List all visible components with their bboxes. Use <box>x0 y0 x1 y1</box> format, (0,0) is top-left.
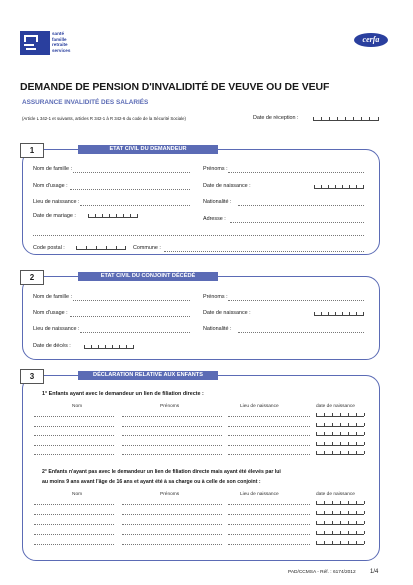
s3-t2-row-1-prenoms[interactable] <box>122 504 222 505</box>
s2-nationalite-field[interactable] <box>238 332 364 333</box>
reception-date-label: Date de réception : <box>253 115 299 121</box>
s3-t1-row-3-date[interactable] <box>316 431 364 436</box>
s2-date-deces-label: Date de décès : <box>33 343 71 349</box>
s2-lieu-naissance-field[interactable] <box>80 332 190 333</box>
s1-date-mariage-label: Date de mariage : <box>33 213 76 219</box>
s2-date-naissance-label: Date de naissance : <box>203 310 251 316</box>
s3-t1-row-2-date[interactable] <box>316 422 364 427</box>
s1-commune-label: Commune : <box>133 245 161 251</box>
s1-code-postal-field[interactable] <box>76 245 126 250</box>
s3-t1-row-4-prenoms[interactable] <box>122 445 222 446</box>
s1-date-mariage-field[interactable] <box>88 213 138 218</box>
footer-page-number: 1/4 <box>370 569 379 575</box>
s1-nom-famille-label: Nom de famille : <box>33 166 72 172</box>
s1-lieu-naissance-field[interactable] <box>80 205 190 206</box>
s1-nom-famille-field[interactable] <box>73 172 190 173</box>
s3-t2-row-2-nom[interactable] <box>34 514 114 515</box>
s3-t2-row-5-lieu[interactable] <box>228 544 310 545</box>
s3-t1-row-3-nom[interactable] <box>34 435 114 436</box>
s2-nom-famille-label: Nom de famille : <box>33 294 72 300</box>
s2-lieu-naissance-label: Lieu de naissance : <box>33 326 80 332</box>
s3-t2-row-2-date[interactable] <box>316 510 364 515</box>
s3-t1-row-2-nom[interactable] <box>34 426 114 427</box>
logo-text: santé famille retraite services <box>52 31 71 53</box>
s3-t2-row-1-date[interactable] <box>316 500 364 505</box>
s1-nom-usage-label: Nom d'usage : <box>33 183 68 189</box>
s2-nom-usage-field[interactable] <box>70 316 190 317</box>
s3-t1-row-4-lieu[interactable] <box>228 445 310 446</box>
s3-t2-row-5-prenoms[interactable] <box>122 544 222 545</box>
s3-t2-row-4-date[interactable] <box>316 530 364 535</box>
s3-t2-row-4-nom[interactable] <box>34 534 114 535</box>
s3-t2-row-5-date[interactable] <box>316 540 364 545</box>
s3-t2-row-3-nom[interactable] <box>34 524 114 525</box>
reception-date-field[interactable] <box>313 116 379 121</box>
legal-reference: (Article L 342-1 et suivants, articles R 342-1 à R 342-6 du code de la Sécurité Sociale) <box>22 116 186 121</box>
msa-logo <box>20 31 50 55</box>
s3-t1-row-3-lieu[interactable] <box>228 435 310 436</box>
s3-t2-row-4-lieu[interactable] <box>228 534 310 535</box>
section-3-title: DÉCLARATION RELATIVE AUX ENFANTS <box>78 371 218 380</box>
s3-t1-row-2-prenoms[interactable] <box>122 426 222 427</box>
s3-t1-row-1-date[interactable] <box>316 412 364 417</box>
s1-adresse-field[interactable] <box>230 222 364 223</box>
cerfa-logo: cerfa <box>354 33 388 47</box>
s2-date-deces-field[interactable] <box>84 344 134 349</box>
page-subtitle: ASSURANCE INVALIDITÉ DES SALARIÉS <box>22 99 149 106</box>
s3-question-1: 1° Enfants ayant avec le demandeur un lien de filiation directe : <box>42 391 204 397</box>
s3-col-lieu: Lieu de naissance <box>240 404 279 409</box>
s1-adresse-field-line2[interactable] <box>33 235 364 236</box>
s2-prenoms-field[interactable] <box>228 300 364 301</box>
s1-date-naissance-field[interactable] <box>314 184 364 189</box>
section-1-number: 1 <box>20 143 44 158</box>
s3-t1-row-5-nom[interactable] <box>34 454 114 455</box>
s3-col-prenoms: Prénoms <box>160 404 180 409</box>
s3-col-nom-2: Nom <box>72 492 83 497</box>
s1-date-naissance-label: Date de naissance : <box>203 183 251 189</box>
s1-lieu-naissance-label: Lieu de naissance : <box>33 199 80 205</box>
footer-reference: PAD/CCMSA - Réf. : 6174/2012 <box>288 570 356 575</box>
s3-question-2-line1: 2° Enfants n'ayant pas avec le demandeur un lien de filiation directe mais ayant été élevés par lui <box>42 469 281 475</box>
section-conjoint <box>22 276 380 360</box>
s3-t2-row-1-lieu[interactable] <box>228 504 310 505</box>
s3-col-date-2: date de naissance <box>316 492 355 497</box>
s1-nationalite-field[interactable] <box>238 205 364 206</box>
s1-prenoms-field[interactable] <box>228 172 364 173</box>
s2-nom-usage-label: Nom d'usage : <box>33 310 68 316</box>
s3-t1-row-5-date[interactable] <box>316 450 364 455</box>
s3-t2-row-3-lieu[interactable] <box>228 524 310 525</box>
s2-nationalite-label: Nationalité : <box>203 326 232 332</box>
s3-col-lieu-2: Lieu de naissance <box>240 492 279 497</box>
section-3-number: 3 <box>20 369 44 384</box>
s1-commune-field[interactable] <box>164 251 364 252</box>
s3-t2-row-1-nom[interactable] <box>34 504 114 505</box>
section-2-title: ETAT CIVIL DU CONJOINT DÉCÉDÉ <box>78 272 218 281</box>
s3-t2-row-5-nom[interactable] <box>34 544 114 545</box>
s3-t2-row-4-prenoms[interactable] <box>122 534 222 535</box>
s3-t1-row-1-prenoms[interactable] <box>122 416 222 417</box>
s2-prenoms-label: Prénoms : <box>203 294 228 300</box>
s3-t1-row-1-lieu[interactable] <box>228 416 310 417</box>
s3-t1-row-5-lieu[interactable] <box>228 454 310 455</box>
page-title: DEMANDE DE PENSION D'INVALIDITÉ DE VEUVE OU DE VEUF <box>20 81 330 93</box>
s3-t1-row-1-nom[interactable] <box>34 416 114 417</box>
s3-col-prenoms-2: Prénoms <box>160 492 180 497</box>
s3-t2-row-2-lieu[interactable] <box>228 514 310 515</box>
s1-prenoms-label: Prénoms : <box>203 166 228 172</box>
s3-t1-row-5-prenoms[interactable] <box>122 454 222 455</box>
section-1-title: ETAT CIVIL DU DEMANDEUR <box>78 145 218 154</box>
s3-t2-row-3-date[interactable] <box>316 520 364 525</box>
s3-t1-row-3-prenoms[interactable] <box>122 435 222 436</box>
s3-t2-row-2-prenoms[interactable] <box>122 514 222 515</box>
s3-t1-row-4-date[interactable] <box>316 441 364 446</box>
s3-col-nom: Nom <box>72 404 83 409</box>
s3-t1-row-4-nom[interactable] <box>34 445 114 446</box>
s3-t2-row-3-prenoms[interactable] <box>122 524 222 525</box>
s1-adresse-label: Adresse : <box>203 216 226 222</box>
s1-nom-usage-field[interactable] <box>70 189 190 190</box>
s3-t1-row-2-lieu[interactable] <box>228 426 310 427</box>
s1-code-postal-label: Code postal : <box>33 245 65 251</box>
s2-nom-famille-field[interactable] <box>73 300 190 301</box>
s2-date-naissance-field[interactable] <box>314 311 364 316</box>
section-2-number: 2 <box>20 270 44 285</box>
s3-question-2-line2: au moins 9 ans avant l'âge de 16 ans et ayant été à sa charge ou à celle de son conjoint : <box>42 479 261 485</box>
s1-nationalite-label: Nationalité : <box>203 199 232 205</box>
s3-col-date: date de naissance <box>316 404 355 409</box>
